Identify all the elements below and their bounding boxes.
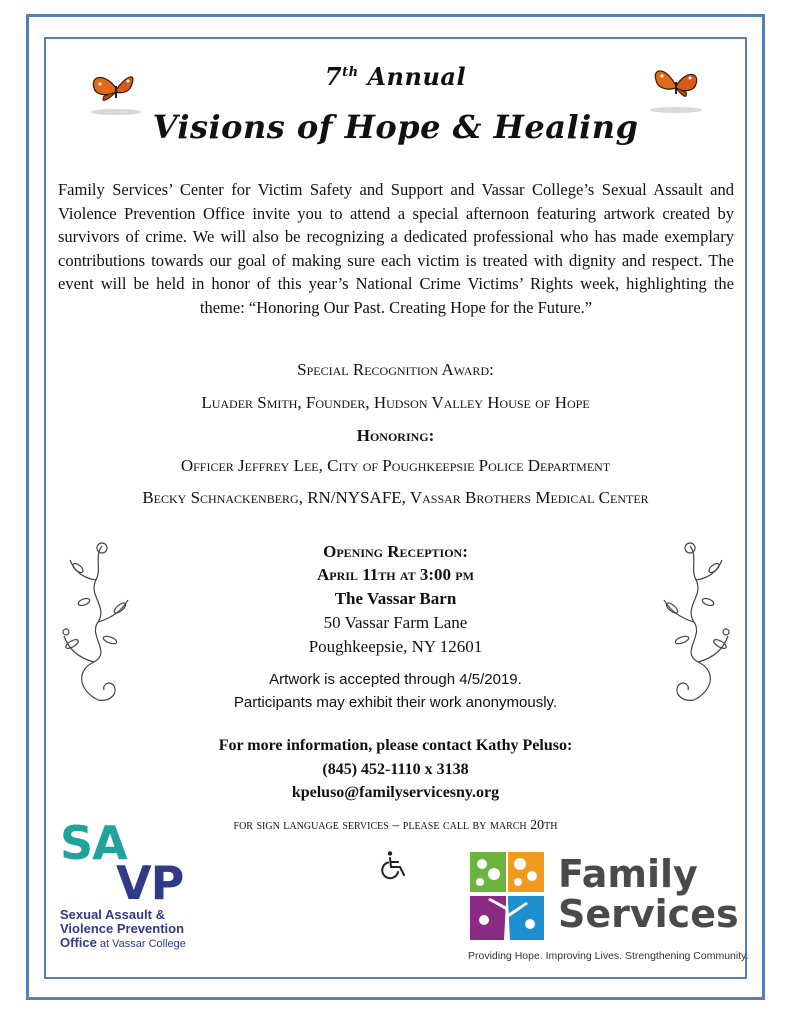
intro-paragraph: Family Services’ Center for Victim Safety and Support and Vassar College’s Sexual Assault and Violence Prevention Office invite you to attend a special afternoon featuring artwork created by survivors of crime. We will also be recognizing a dedicated professional who has made exemplary contributions towards our goal of making sure each victim is treated with dignity and respect. The event will be held in honor of this year’s National Crime Victims’ Rights week, highlighting the theme: “Honoring Our Past. Creating Hope for the Future.”	[58, 180, 734, 317]
artwork-line-2: Participants may exhibit their work anonymously.	[233, 694, 558, 711]
edition-suffix: th	[342, 65, 359, 80]
reception-venue: The Vassar Barn	[334, 589, 457, 608]
savp-name-office: Office	[60, 935, 97, 950]
artwork-line-1: Artwork is accepted through 4/5/2019.	[269, 671, 522, 688]
reception-date-time: April 11th at 3:00 pm	[317, 565, 474, 584]
award-heading: Special Recognition Award:	[297, 360, 494, 379]
family-services-tree-icon	[468, 850, 546, 942]
contact-heading: For more information, please contact Kathy Peluso:	[218, 737, 573, 754]
family-services-logo	[466, 848, 749, 968]
family-services-word-1: Family	[558, 852, 698, 896]
family-services-name	[558, 854, 739, 934]
wheelchair-icon	[381, 850, 409, 880]
savp-name-line-3	[60, 936, 186, 951]
honoree-2: Becky Schnackenberg, RN/NYSAFE, Vassar Brothers Medical Center	[142, 488, 649, 507]
savp-vp-text: VP	[116, 856, 184, 910]
savp-sa-text: SA	[60, 816, 127, 870]
honoring-heading: Honoring:	[356, 426, 435, 445]
savp-logo	[60, 816, 220, 960]
award-recipient: Luader Smith, Founder, Hudson Valley House of Hope	[201, 393, 590, 412]
edition-number: 7	[324, 62, 343, 91]
savp-name-line-1: Sexual Assault &	[60, 907, 166, 922]
contact-email[interactable]: kpeluso@familyservicesny.org	[291, 784, 500, 801]
family-services-tagline: Providing Hope. Improving Lives. Strengthening Community.	[468, 950, 749, 962]
honoree-1: Officer Jeffrey Lee, City of Poughkeepsie Police Department	[180, 456, 611, 475]
savp-name-college: at Vassar College	[96, 938, 186, 950]
reception-address-2: Poughkeepsie, NY 12601	[308, 637, 483, 656]
event-title: Visions of Hope & Healing	[152, 108, 639, 146]
reception-heading: Opening Reception:	[323, 542, 468, 561]
savp-name-line-2: Violence Prevention	[60, 921, 185, 936]
reception-address-1: 50 Vassar Farm Lane	[323, 613, 468, 632]
savp-name	[60, 908, 186, 951]
family-services-word-2: Services	[558, 892, 739, 936]
sign-language-note: for sign language services – please call by march 20th	[233, 818, 558, 833]
edition-line	[0, 62, 791, 91]
edition-word: Annual	[367, 62, 467, 91]
contact-phone: (845) 452-1110 x 3138	[322, 761, 469, 778]
